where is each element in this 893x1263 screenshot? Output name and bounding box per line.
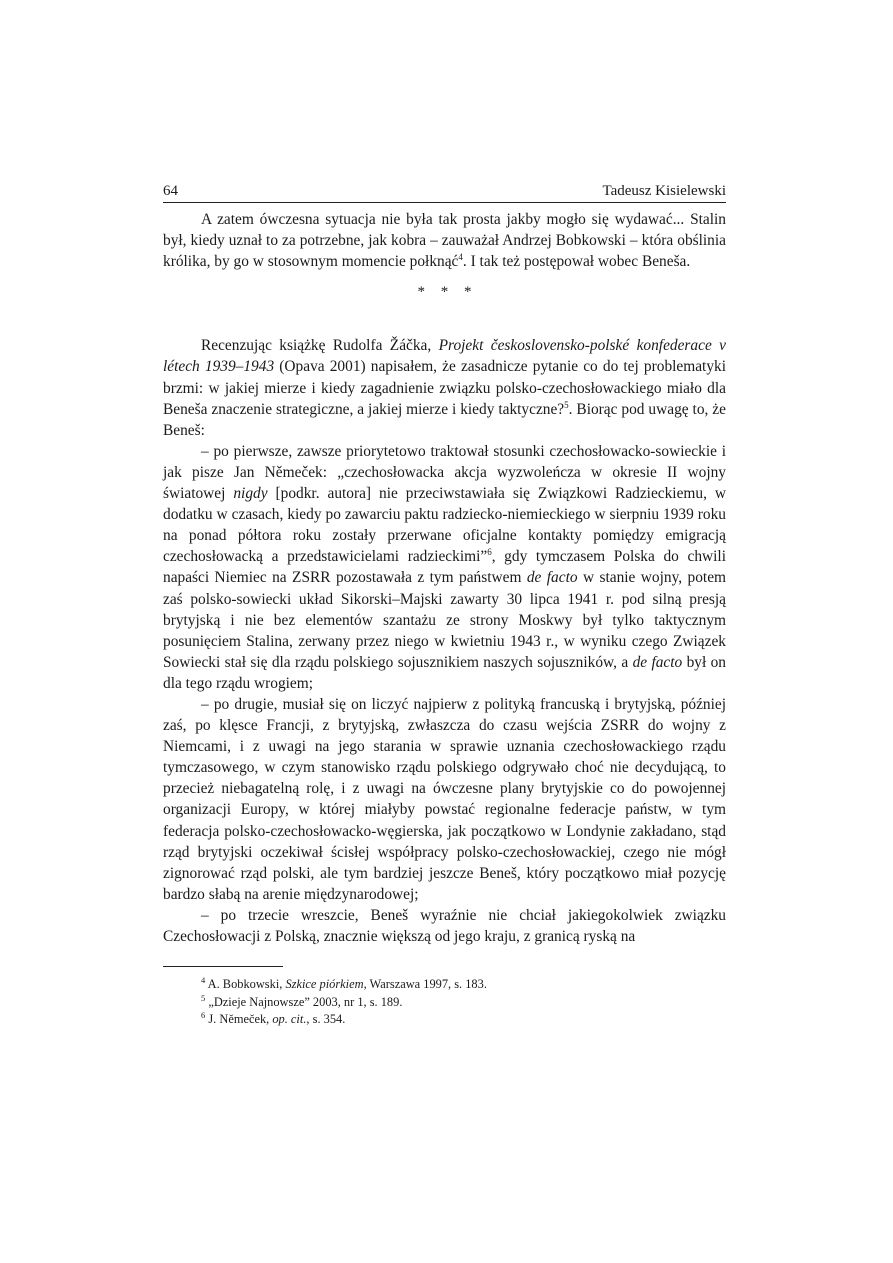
footnote-ref-6[interactable]: 6	[487, 547, 492, 558]
separator-star: *	[417, 284, 425, 301]
paragraph-3	[163, 441, 726, 694]
paragraph-3-text-a: – po pierwsze, zawsze priorytetowo traktował stosunki czechosłowacko-sowieckie i jak pisze Jan Němeček: „czechosłowacka akcja wyzwoleńcza w okresie II wojny światowej	[163, 442, 726, 503]
footnote-italic: Szkice piórkiem	[285, 977, 364, 992]
running-header	[163, 182, 726, 203]
footnote-number: 4	[201, 974, 206, 985]
footnote-4	[163, 976, 726, 994]
footnotes	[163, 976, 726, 1029]
footnote-divider	[163, 966, 283, 967]
footnote-6	[163, 1011, 726, 1029]
paragraph-1-text-a: A zatem ówczesna sytuacja nie była tak prosta jakby mogło się wydawać... Stalin był, kiedy uznał to za potrzebne, jak kobra – zauważał Andrzej Bobkowski – która obślinia królika, by go w stosownym momencie połknąć	[163, 211, 726, 271]
paragraph-3-text-c: , gdy tymczasem Polska do chwili napaści Niemiec na ZSRR pozostawała z tym państwem	[163, 548, 726, 587]
section-separator	[163, 282, 726, 303]
paragraph-1	[163, 209, 726, 272]
emphasis-de-facto: de facto	[632, 653, 683, 671]
footnote-ref-4[interactable]: 4	[458, 252, 463, 263]
footnote-italic: op. cit.	[272, 1012, 307, 1027]
emphasis-de-facto: de facto	[526, 569, 578, 587]
footnote-text-a: J. Němeček,	[205, 1012, 273, 1027]
running-author: Tadeusz Kisielewski	[602, 183, 726, 199]
footnote-number: 5	[201, 992, 206, 1003]
separator-star: *	[440, 284, 449, 301]
footnote-text-b: , s. 354.	[306, 1012, 346, 1027]
emphasis-nigdy: nigdy	[233, 485, 268, 503]
footnote-text-b: , Warszawa 1997, s. 183.	[363, 977, 487, 992]
footnote-5	[163, 994, 726, 1012]
paragraph-4: – po drugie, musiał się on liczyć najpierw z polityką francuską i brytyjską, później zaś, po klęsce Francji, z brytyjską, zwłaszcza do czasu wejścia ZSRR do wojny z Niemcami, i z uwagi na jego starania w sprawie uznania czechosłowackiego rządu tymczasowego, w czym stanowisko rządu polskiego odgrywało choć nie decydującą, to przecież niebagatelną rolę, i z uwagi na ówczesne plany brytyjskie co do powojennej organizacji Europy, w której miałyby powstać regionalne federacje państw, w tym federacja polsko-czechosłowacko-węgierska, jak początkowo w Londynie zakładano, stąd rząd brytyjski oczekiwał ścisłej współpracy polsko-czechosłowackiej, czego nie mógł zignorować rząd polski, ale tym bardziej jeszcze Beneš, który początkowo miał pozycję bardzo słabą na arenie międzynarodowej;	[163, 695, 726, 903]
page-number: 64	[163, 183, 178, 199]
paragraph-3-text-d: w stanie wojny, potem zaś polsko-sowiecki układ Sikorski–Majski zawarty 30 lipca 1941 r. pod silną presją brytyjską i nie bez elementów szantażu ze strony Moskwy był tylko taktycznym posunięciem Stalina, zerwany przez niego w kwietniu 1943 r., w wyniku czego Związek Sowiecki stał się dla rządu polskiego sojusznikiem naszych sojuszników, a	[163, 569, 726, 671]
footnote-text-a: A. Bobkowski,	[205, 977, 286, 992]
paragraph-2-text-a: Recenzując książkę Rudolfa Žáčka,	[201, 337, 439, 355]
body-text	[163, 209, 726, 947]
footnote-text-a: „Dzieje Najnowsze” 2003, nr 1, s. 189.	[205, 994, 403, 1009]
paragraph-5: – po trzecie wreszcie, Beneš wyraźnie nie chciał jakiegokolwiek związku Czechosłowacji z Polską, znacznie większą od jego kraju, z granicą ryską na	[163, 906, 726, 945]
paragraph-3-text-b: [podkr. autora] nie przeciwstawiała się Związkowi Radzieckiemu, w dodatku w czasach, kiedy po zawarciu paktu radziecko-niemieckiego w sierpniu 1939 roku na ponad półtora roku zostały przerwane oficjalne kontakty pomiędzy emigracją czechosłowacką a przedstawicielami radzieckimi”	[163, 485, 726, 566]
footnote-ref-5[interactable]: 5	[564, 399, 569, 410]
book-title: Projekt československo-polské konfederace v létech 1939–1943	[163, 337, 726, 376]
paragraph-3-text-e: był on dla tego rządu wrogiem;	[163, 653, 726, 692]
paragraph-2	[163, 335, 726, 440]
separator-star: *	[464, 284, 472, 301]
paragraph-2-text-c: . Biorąc pod uwagę to, że Beneš:	[163, 400, 726, 439]
footnote-number: 6	[201, 1009, 206, 1020]
paragraph-2-text-b: (Opava 2001) napisałem, że zasadnicze pytanie co do tej problematyki brzmi: w jakiej mierze i kiedy zagadnienie związku polsko-czechosłowackiego miało dla Beneša znaczenie strategiczne, a jakiej mierze i kiedy taktyczne?	[163, 358, 726, 418]
book-page	[163, 182, 726, 1029]
paragraph-1-text-b: . I tak też postępował wobec Beneša.	[462, 253, 691, 271]
